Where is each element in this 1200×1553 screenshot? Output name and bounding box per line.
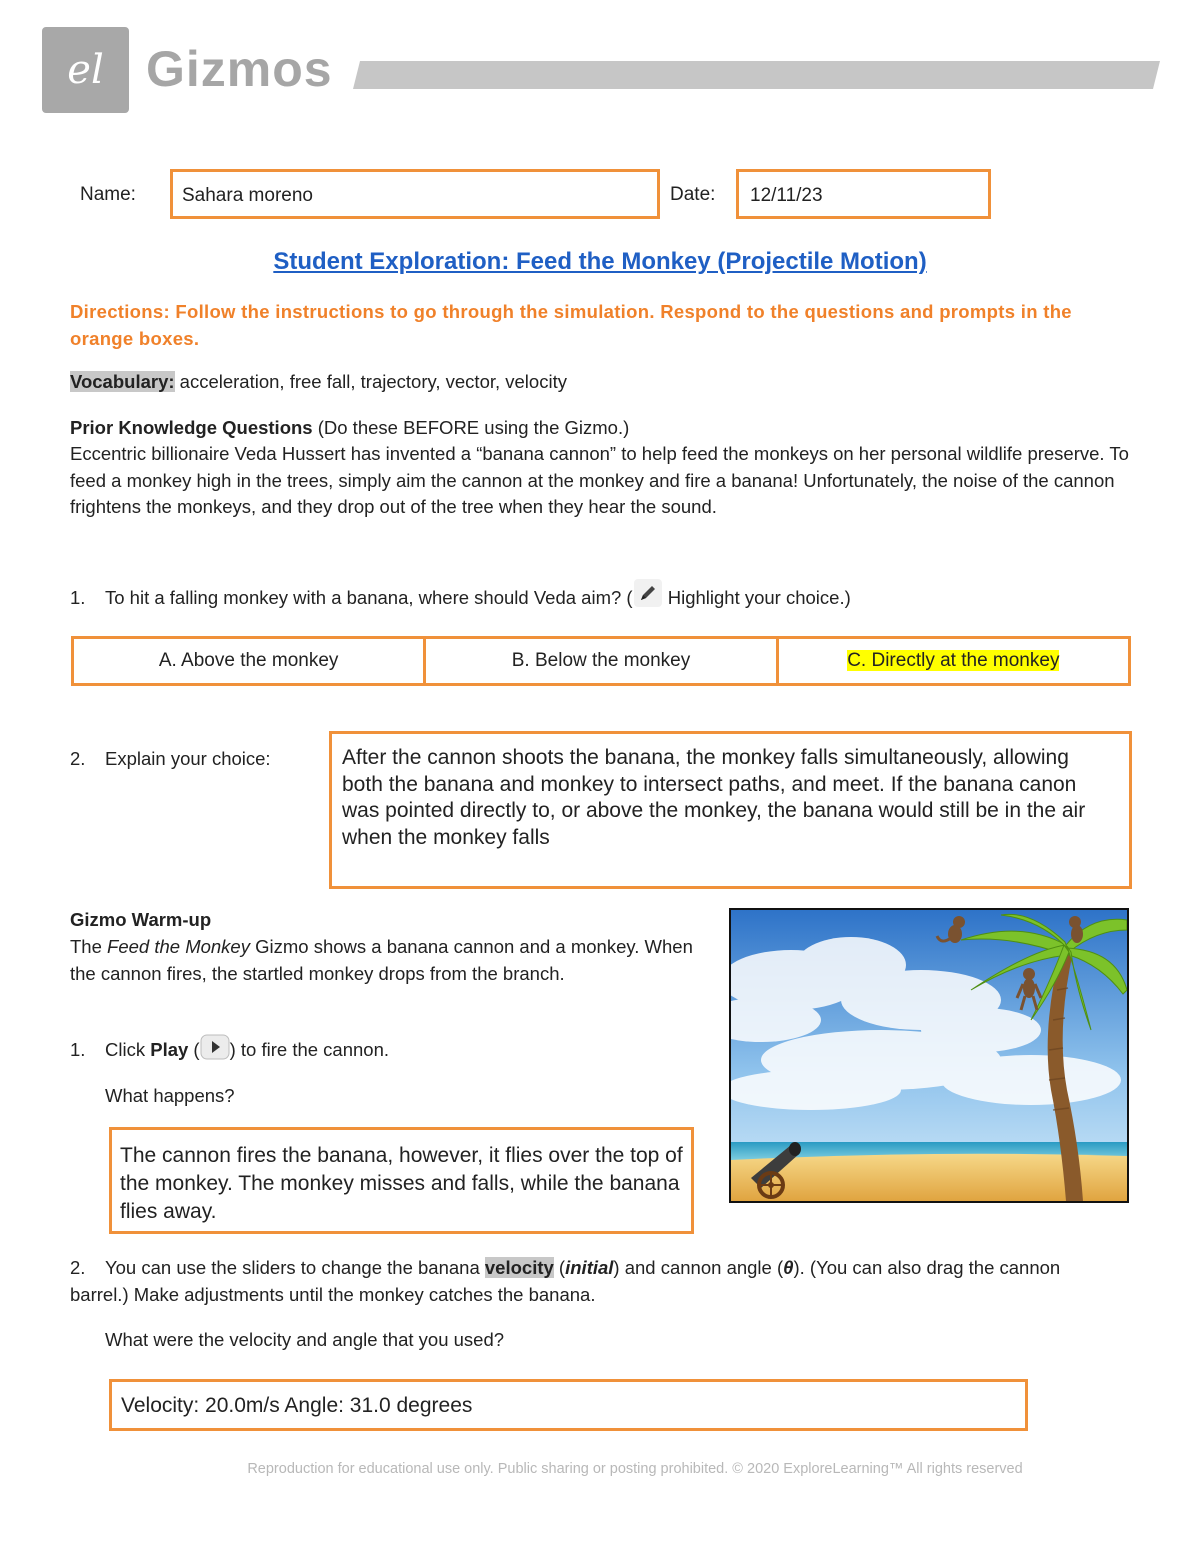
- prior-knowledge-text: Eccentric billionaire Veda Hussert has invented a “banana cannon” to help feed the monkeys on her personal wildlife preserve. To feed a monkey high in the trees, simply aim the cannon at the monkey and fire a banana! Unfortunately, the noise of the cannon frightens the monkeys, and they drop out of the tree when they hear the sound.: [70, 443, 1129, 517]
- name-label: Name:: [80, 184, 136, 205]
- footer-copyright: Reproduction for educational use only. Public sharing or posting prohibited. © 2020 ExploreLearning™ All rights reserved: [247, 1461, 1023, 1477]
- explorelearning-logo: [42, 27, 129, 113]
- warmup-intro-after: Gizmo shows a banana cannon and a monkey. When the cannon fires, the startled monkey drops from the branch.: [70, 936, 693, 984]
- prior-knowledge-heading-line: [70, 415, 1140, 442]
- prior-knowledge-note: (Do these BEFORE using the Gizmo.): [312, 417, 630, 438]
- pencil-icon: [633, 578, 663, 608]
- date-value: 12/11/23: [750, 185, 823, 206]
- warmup-heading: [70, 907, 710, 934]
- choices-table: [71, 636, 1131, 686]
- choice-b-label: B. Below the monkey: [511, 650, 691, 671]
- vocabulary-line: [70, 369, 1140, 396]
- step-1-question: What happens?: [105, 1085, 235, 1106]
- question-1-text-after: Highlight your choice.): [662, 586, 851, 608]
- step-1-text-after: ) to fire the cannon.: [229, 1039, 390, 1060]
- warmup-intro-before: The: [70, 936, 108, 957]
- velocity-angle-answer-text: Velocity: 20.0m/s Angle: 31.0 degrees: [121, 1394, 473, 1417]
- prior-knowledge-heading: Prior Knowledge Questions: [70, 417, 313, 438]
- choice-c-label: C. Directly at the monkey: [847, 650, 1060, 671]
- play-icon: [200, 1034, 230, 1060]
- choice-b[interactable]: [425, 638, 777, 685]
- velocity-angle-answer-box[interactable]: [109, 1379, 1028, 1431]
- step-1: [70, 1037, 710, 1064]
- question-1-number: 1.: [70, 586, 86, 608]
- choice-c[interactable]: [777, 638, 1129, 685]
- theta-symbol: θ: [783, 1257, 794, 1278]
- step-2-number: 2.: [70, 1257, 86, 1278]
- step-2-text-3: ) and cannon angle (: [613, 1257, 784, 1278]
- question-1-text-before: To hit a falling monkey with a banana, where should Veda aim? (: [105, 586, 633, 608]
- step-2-text-2: (: [553, 1257, 566, 1278]
- page-title: Student Exploration: Feed the Monkey (Projectile Motion): [273, 248, 927, 275]
- initial-term: initial: [565, 1257, 614, 1278]
- question-2-prompt: Explain your choice:: [105, 748, 271, 769]
- step-1-text-mid: (: [188, 1039, 200, 1060]
- step-1-text-before: Click: [105, 1039, 151, 1060]
- name-field[interactable]: [170, 169, 660, 219]
- explain-answer-box[interactable]: [329, 731, 1132, 889]
- velocity-term: velocity: [484, 1257, 554, 1278]
- name-value: Sahara moreno: [182, 185, 313, 206]
- brand-name: Gizmos: [146, 41, 333, 97]
- explain-answer-text: After the cannon shoots the banana, the monkey falls simultaneously, allowing both the banana and monkey to intersect paths, and meet. If the banana canon was pointed directly to, or above the monkey, the banana would still be in the air when the monkey falls: [342, 746, 1086, 849]
- question-2: [70, 746, 370, 773]
- beach-scene: [731, 910, 1127, 1201]
- question-2-number: 2.: [70, 748, 86, 769]
- logo-letters: el: [67, 47, 104, 93]
- step-2-text-4: ). (You can also drag the cannon barrel.) Make adjustments until the monkey catches the banana.: [70, 1257, 1061, 1305]
- what-happens-answer-box[interactable]: [109, 1127, 694, 1234]
- what-happens-answer-text: The cannon fires the banana, however, it flies over the top of the monkey. The monkey misses and falls, while the banana flies away.: [120, 1144, 683, 1223]
- question-1: [70, 584, 1140, 614]
- date-field[interactable]: [736, 169, 991, 219]
- gizmo-simulation-image: [729, 908, 1129, 1203]
- vocabulary-terms: acceleration, free fall, trajectory, vector, velocity: [174, 371, 567, 392]
- header-bar: [353, 61, 1160, 89]
- choice-a-label: A. Above the monkey: [158, 650, 339, 671]
- gizmo-name: Feed the Monkey: [107, 936, 250, 957]
- warmup-intro: [70, 934, 700, 987]
- vocabulary-label: Vocabulary:: [70, 371, 175, 392]
- step-2-text-1: You can use the sliders to change the banana: [105, 1257, 485, 1278]
- play-label: Play: [150, 1039, 189, 1060]
- step-2-question: What were the velocity and angle that you used?: [105, 1329, 505, 1350]
- date-label: Date:: [670, 184, 716, 205]
- choice-a[interactable]: [73, 638, 425, 685]
- step-1-number: 1.: [70, 1039, 86, 1060]
- step-2: [70, 1255, 1120, 1308]
- directions: Directions: Follow the instructions to go through the simulation. Respond to the questions and prompts in the orange boxes.: [70, 301, 1072, 349]
- warmup-heading-text: Gizmo Warm-up: [70, 909, 212, 930]
